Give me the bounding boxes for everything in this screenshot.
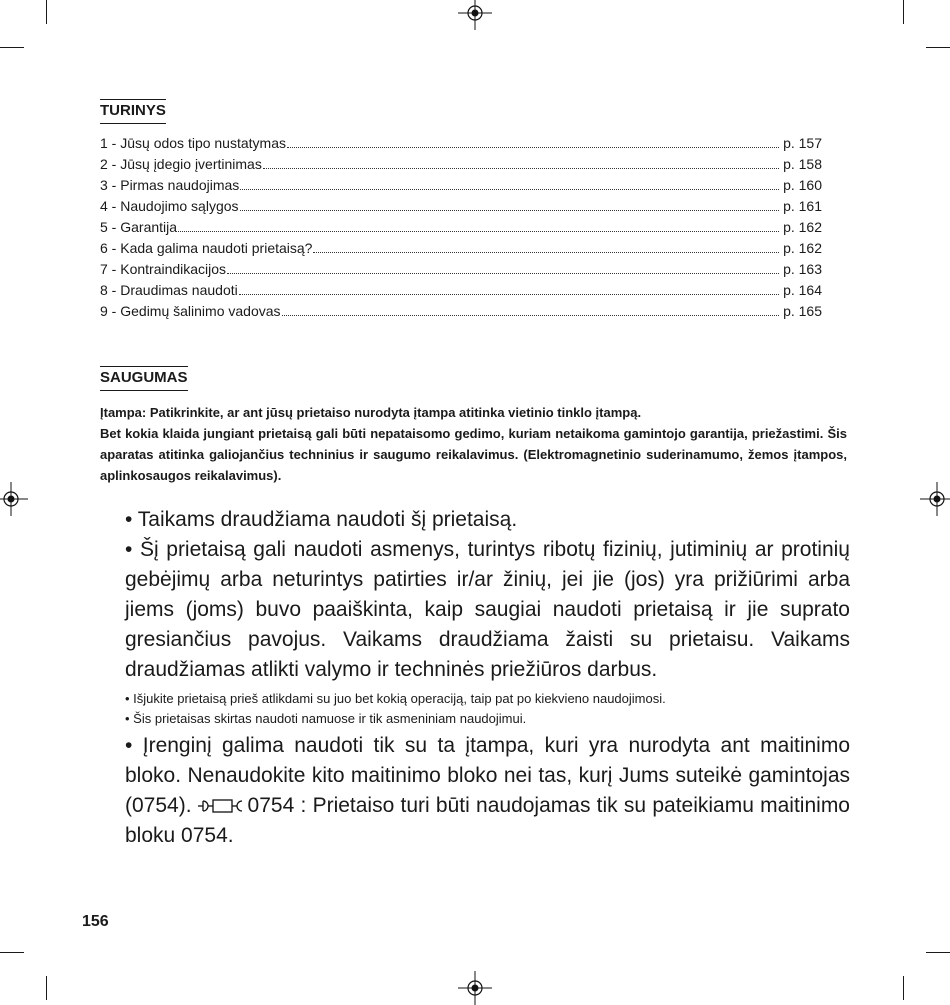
toc-entry-page: p. 161 — [783, 198, 822, 214]
power-supply-symbol-icon — [198, 798, 246, 814]
toc-leader-dots — [178, 230, 779, 232]
toc-entry-label: 2 - Jūsų įdegio įvertinimas — [100, 156, 262, 172]
warning-paragraph: Įtampa: Patikrinkite, ar ant jūsų prietaiso nurodyta įtampa atitinka vietinio tinklo įtampą. — [100, 405, 642, 420]
safety-bullet: • Taikams draudžiama naudoti šį prietaisą. — [125, 508, 518, 531]
safety-list — [125, 505, 850, 851]
toc-entry[interactable] — [100, 198, 822, 219]
toc-entry[interactable] — [100, 177, 822, 198]
registration-mark-icon — [920, 482, 950, 516]
toc-leader-dots — [240, 188, 779, 190]
safety-bullet: • Šį prietaisą gali naudoti asmenys, turintys ribotų fizinių, jutiminių ar protinių gebėjimų arba neturintys patirties ir/ar žinių, jei jie (jos) yra prižiūrimi arba jiems (joms) buvo paaiškinta, kaip saugiai naudoti prietaisą ir jie suprato gresiančius pavojus. Vaikams draudžiama žaisti su prietaisu. Vaikams draudžiamas atlikti valymo ir techninės priežiūros darbus. — [125, 538, 850, 681]
power-supply-text: • Įrenginį galima naudoti tik su ta įtampa, kuri yra nurodyta ant maitinimo bloko. Nenaudokite kito maitinimo bloko nei tas, kurį Jums suteikė gamintojas (0754). — [125, 734, 850, 817]
toc-entry-label: 6 - Kada galima naudoti prietaisą? — [100, 240, 313, 256]
toc-leader-dots — [287, 146, 779, 148]
safety-bullet — [125, 731, 850, 851]
toc-entry-label: 9 - Gedimų šalinimo vadovas — [100, 303, 281, 319]
toc-leader-dots — [282, 314, 780, 316]
power-supply-text: 0754 : Prietaiso turi būti naudojamas tik su pateikiamu maitinimo bloku 0754. — [125, 794, 850, 847]
toc-entry[interactable] — [100, 135, 822, 156]
toc-entry-page: p. 162 — [783, 219, 822, 235]
toc-entry-label: 8 - Draudimas naudoti — [100, 282, 238, 298]
toc-entry[interactable] — [100, 219, 822, 240]
toc-entry[interactable] — [100, 240, 822, 261]
toc-entry-page: p. 162 — [783, 240, 822, 256]
registration-mark-icon — [0, 482, 28, 516]
toc-entry-label: 3 - Pirmas naudojimas — [100, 177, 240, 193]
toc-entry-page: p. 163 — [783, 261, 822, 277]
toc-entry-page: p. 157 — [783, 135, 822, 151]
toc-entry-label: 1 - Jūsų odos tipo nustatymas — [100, 135, 286, 151]
toc-leader-dots — [313, 251, 779, 253]
toc-leader-dots — [227, 272, 779, 274]
toc-entry-label: 4 - Naudojimo sąlygos — [100, 198, 239, 214]
crop-mark — [46, 976, 47, 1000]
toc-entry-page: p. 158 — [783, 156, 822, 172]
page-number: 156 — [82, 913, 109, 930]
crop-mark — [0, 47, 24, 48]
toc-title: TURINYS — [100, 102, 166, 119]
toc-entry-label: 5 - Garantija — [100, 219, 178, 235]
registration-mark-icon — [458, 0, 492, 30]
crop-mark — [903, 976, 904, 1000]
crop-mark — [926, 47, 950, 48]
safety-title: SAUGUMAS — [100, 369, 188, 386]
toc-leader-dots — [239, 293, 779, 295]
toc-entry-page: p. 165 — [783, 303, 822, 319]
toc-entry-label: 7 - Kontraindikacijos — [100, 261, 227, 277]
crop-mark — [903, 0, 904, 24]
warning-paragraph: Bet kokia klaida jungiant prietaisą gali būti nepataisomo gedimo, kuriam netaikoma gamintojo garantija, priežastimi. Šis aparatas atitinka galiojančius techninius ir saugumo reikalavimus. (Elektromagnetinio suderinamumo, žemos įtampos, aplinkosaugos reikalavimus). — [100, 426, 847, 483]
table-of-contents — [100, 135, 822, 324]
toc-leader-dots — [263, 167, 779, 169]
toc-entry[interactable] — [100, 282, 822, 303]
safety-bullet: • Išjukite prietaisą prieš atlikdami su juo bet kokią operaciją, taip pat po kiekvieno naudojimosi. — [125, 691, 666, 706]
crop-mark — [926, 952, 950, 953]
voltage-warning — [100, 402, 847, 486]
toc-entry[interactable] — [100, 303, 822, 324]
toc-leader-dots — [240, 209, 780, 211]
crop-mark — [0, 952, 24, 953]
safety-bullet: • Šis prietaisas skirtas naudoti namuose ir tik asmeniniam naudojimui. — [125, 711, 527, 726]
toc-entry[interactable] — [100, 156, 822, 177]
toc-entry-page: p. 164 — [783, 282, 822, 298]
crop-mark — [46, 0, 47, 24]
toc-entry-page: p. 160 — [783, 177, 822, 193]
toc-entry[interactable] — [100, 261, 822, 282]
